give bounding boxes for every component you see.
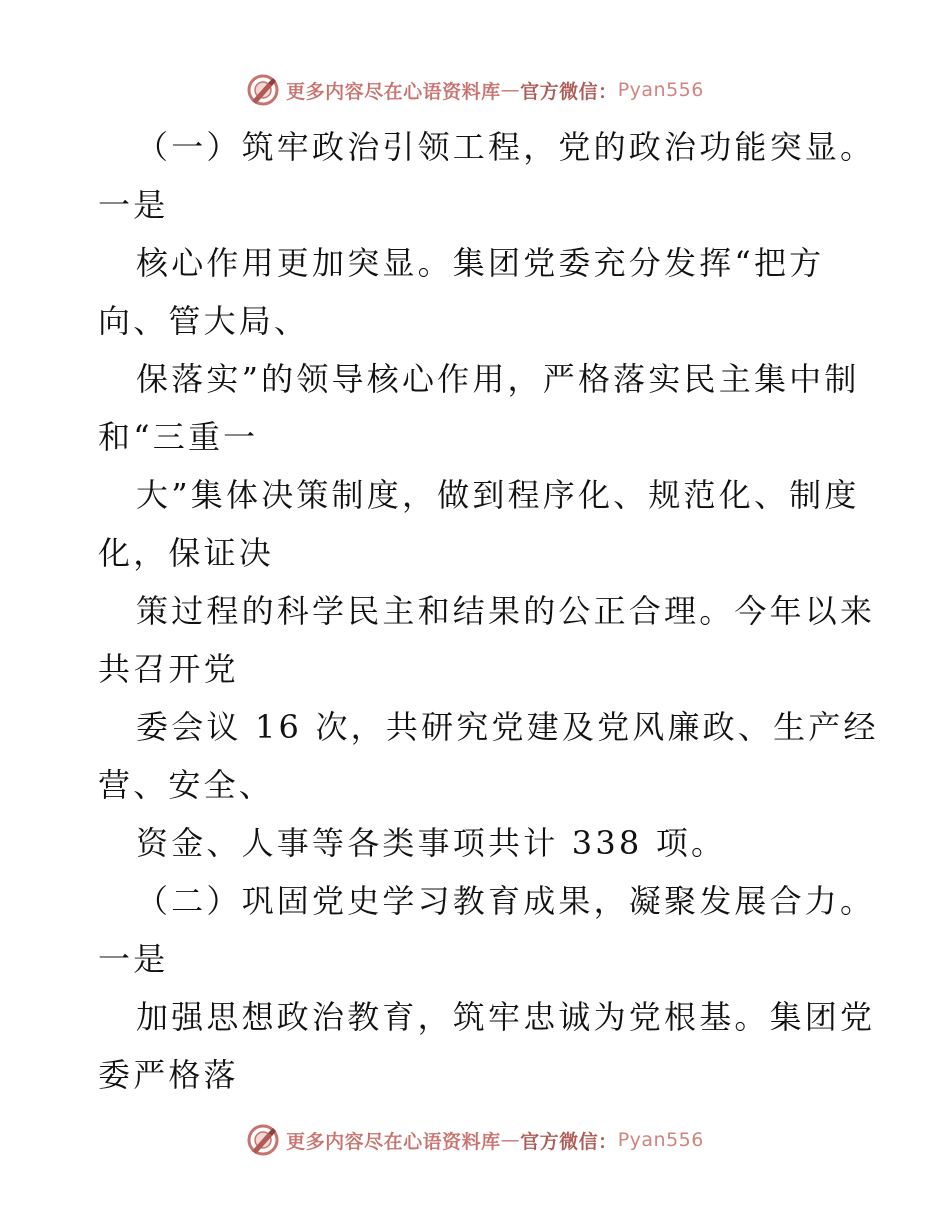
text-line: 保落实”的领导核心作用，严格落实民主集中制 xyxy=(136,360,860,398)
header-watermark xyxy=(0,70,950,110)
text-line: 一是 xyxy=(98,186,169,224)
text-line: 向、管大局、 xyxy=(98,302,310,340)
pen-logo-icon xyxy=(246,73,280,107)
watermark-dash: — xyxy=(500,79,521,101)
text-line: 加强思想政治教育，筑牢忠诚为党根基。集团党 xyxy=(136,998,876,1036)
text-line: 大”集体决策制度，做到程序化、规范化、制度 xyxy=(136,476,860,514)
text-line: 委会议 16 次，共研究党建及党风廉政、生产经 xyxy=(136,708,879,746)
footer-watermark xyxy=(0,1120,950,1160)
text-line: 化，保证决 xyxy=(98,534,275,572)
text-line: 一是 xyxy=(98,940,169,978)
text-line: 策过程的科学民主和结果的公正合理。今年以来 xyxy=(136,592,876,630)
text-line: 营、安全、 xyxy=(98,766,275,804)
watermark-id: Pyan556 xyxy=(617,1129,704,1151)
pen-logo-icon xyxy=(246,1123,280,1157)
watermark-dash: — xyxy=(500,1129,521,1151)
watermark-site: 更多内容尽在心语资料库 xyxy=(286,1130,501,1153)
document-body xyxy=(98,118,879,1104)
watermark-id: Pyan556 xyxy=(617,79,704,101)
watermark-label: 官方微信： xyxy=(520,80,618,103)
text-line: （二）巩固党史学习教育成果，凝聚发展合力。 xyxy=(136,882,876,920)
watermark-label: 官方微信： xyxy=(520,1130,618,1153)
watermark-site: 更多内容尽在心语资料库 xyxy=(286,80,501,103)
text-line: 资金、人事等各类事项共计 338 项。 xyxy=(136,824,727,862)
text-line: 委严格落 xyxy=(98,1056,239,1094)
text-line: 共召开党 xyxy=(98,650,239,688)
text-line: 核心作用更加突显。集团党委充分发挥“把方 xyxy=(136,244,825,282)
text-line: （一）筑牢政治引领工程，党的政治功能突显。 xyxy=(136,128,876,166)
text-line: 和“三重一 xyxy=(98,418,259,456)
